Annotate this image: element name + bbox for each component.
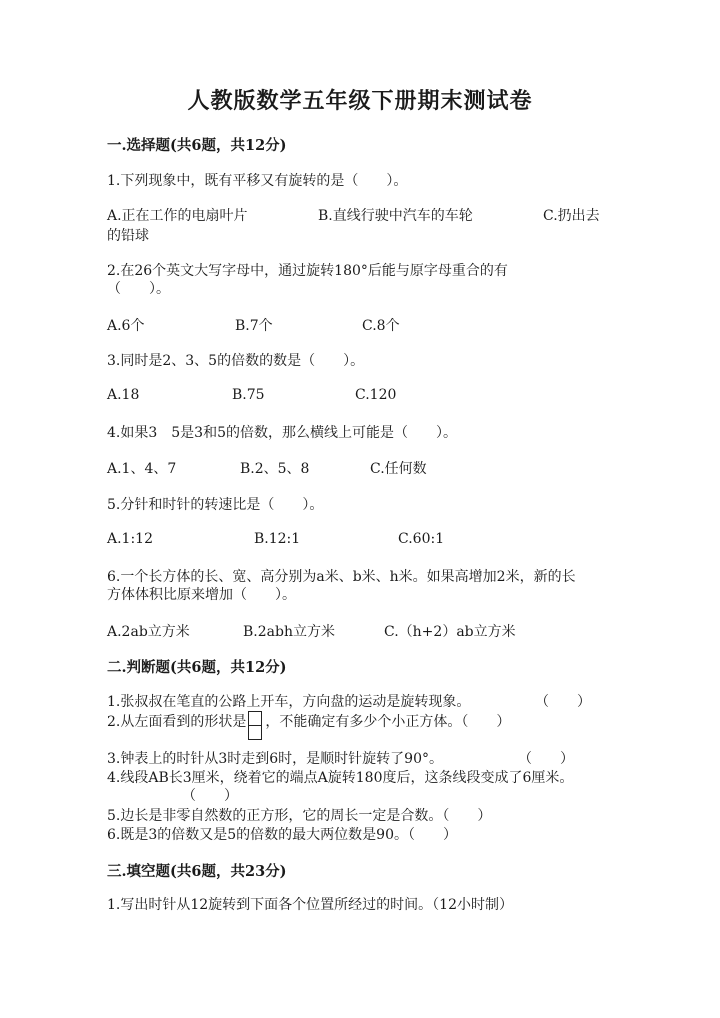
statement-text: 3.钟表上的时针从3时走到6时，是顺时针旋转了90°。: [107, 751, 443, 767]
option-b: B.直线行驶中汽车的车轮: [318, 208, 473, 224]
section-heading-fill: 三.填空题(共6题，共23分): [107, 863, 287, 880]
statement-text: 1.张叔叔在笔直的公路上开车，方向盘的运动是旋转现象。: [107, 694, 471, 710]
option-wrap: 的铅球: [107, 228, 149, 244]
statement-text: 6.既是3的倍数又是5的倍数的最大两位数是90。（ ）: [107, 827, 457, 843]
option-a: A.2ab立方米: [107, 624, 190, 640]
option-b: B.75: [232, 387, 265, 403]
answer-paren: （ ）: [518, 751, 574, 767]
option-b: B.7个: [235, 318, 273, 334]
option-c: C.8个: [362, 318, 400, 334]
question-text: 4.如果3 5是3和5的倍数，那么横线上可能是（ ）。: [107, 425, 457, 441]
option-b: B.12:1: [254, 531, 301, 547]
option-a: A.1、4、7: [107, 461, 177, 477]
statement-row: [107, 711, 510, 740]
statement-text: 2.从左面看到的形状是: [107, 714, 247, 730]
option-b: B.2、5、8: [240, 461, 310, 477]
section-heading-judge: 二.判断题(共6题，共12分): [107, 659, 287, 676]
question-text: 1.下列现象中，既有平移又有旋转的是（ ）。: [107, 173, 408, 189]
question-text: 5.分针和时针的转速比是（ ）。: [107, 497, 324, 513]
answer-paren: （ ）: [535, 694, 591, 710]
option-c: C.60:1: [398, 531, 445, 547]
question-text: 6.一个长方体的长、宽、高分别为a米、b米、h米。如果高增加2米，新的长: [107, 569, 576, 585]
option-a: A.6个: [107, 318, 145, 334]
statement-text: 4.线段AB长3厘米，绕着它的端点A旋转180度后，这条线段变成了6厘米。: [107, 770, 574, 786]
option-a: A.18: [107, 387, 140, 403]
question-text: 3.同时是2、3、5的倍数的数是（ ）。: [107, 353, 365, 369]
cube-side-view-icon: [248, 711, 262, 740]
question-text-wrap: 方体体积比原来增加（ ）。: [107, 587, 296, 603]
question-text: 2.在26个英文大写字母中，通过旋转180°后能与原字母重合的有: [107, 263, 508, 279]
option-a: A.1:12: [107, 531, 153, 547]
option-c: C.任何数: [370, 461, 427, 477]
statement-text: ，不能确定有多少个小正方体。（ ）: [265, 714, 511, 730]
question-text-wrap: （ ）。: [107, 281, 170, 297]
question-text: 1.写出时针从12旋转到下面各个位置所经过的时间。（12小时制）: [107, 897, 513, 913]
option-c: C.（h+2）ab立方米: [384, 624, 516, 640]
option-c: C.扔出去: [543, 208, 600, 224]
option-a: A.正在工作的电扇叶片: [107, 208, 248, 224]
answer-paren: （ ）: [182, 788, 238, 804]
option-b: B.2abh立方米: [243, 624, 335, 640]
page-title: 人教版数学五年级下册期末测试卷: [187, 88, 533, 114]
option-c: C.120: [355, 387, 397, 403]
statement-text: 5.边长是非零自然数的正方形，它的周长一定是合数。（ ）: [107, 808, 492, 824]
section-heading-choice: 一.选择题(共6题，共12分): [107, 137, 287, 154]
